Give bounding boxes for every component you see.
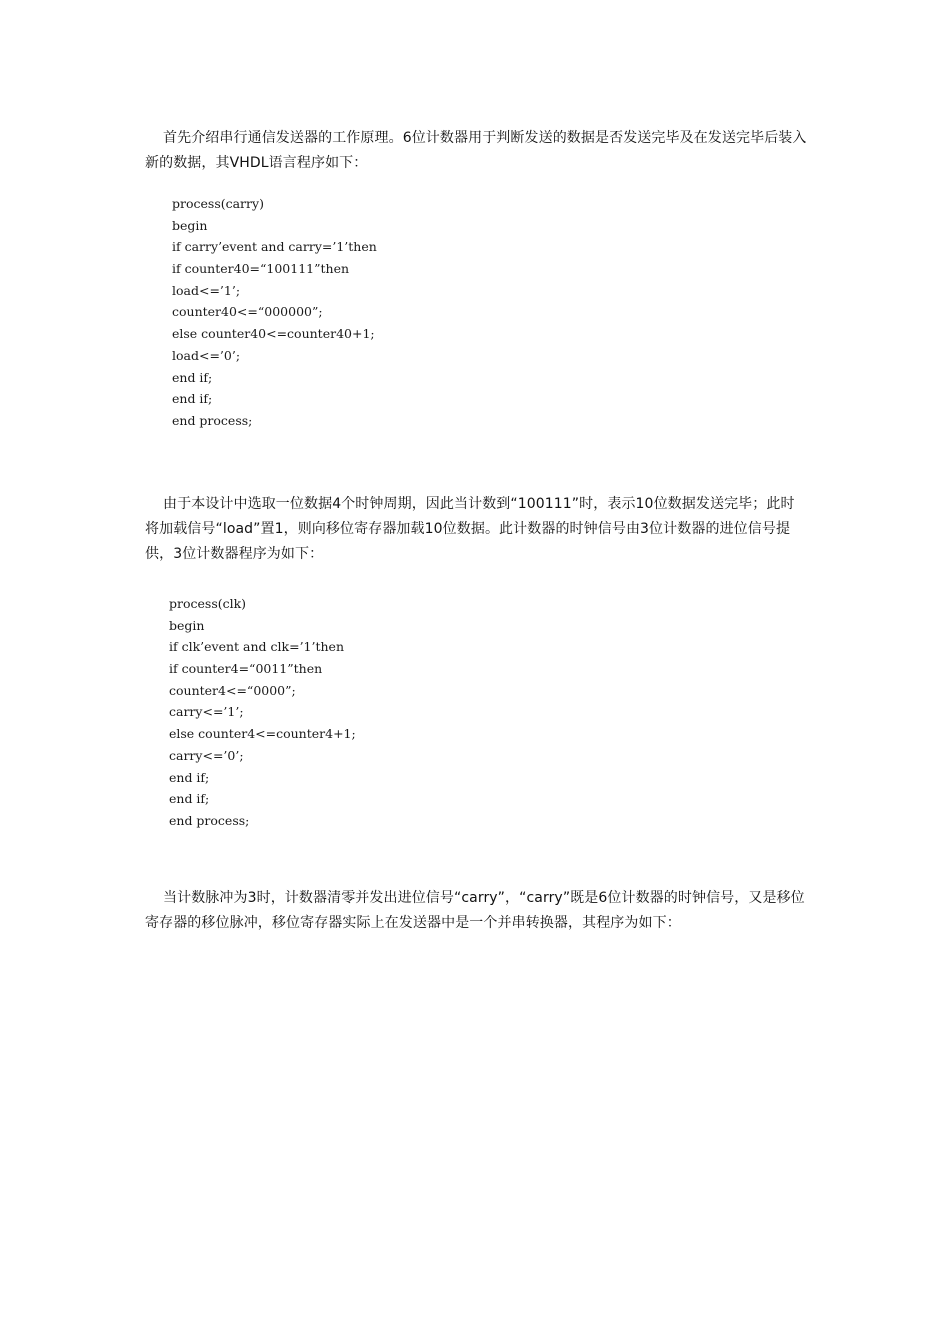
intro-paragraph: 首先介绍串行通信发送器的工作原理。6位计数器用于判断发送的数据是否发送完毕及在发送完毕后装入新的数据，其VHDL语言程序如下： [145, 130, 807, 171]
code-line: else counter4<=counter4+1; [169, 726, 356, 742]
code-line: carry<=’0’; [169, 747, 244, 763]
explanation-paragraph: 由于本设计中选取一位数据4个时钟周期，因此当计数到“100111”时，表示10位数据发送完毕；此时将加载信号“load”置1，则向移位寄存器加载10位数据。此计数器的时钟信号由3位计数器的进位信号提供，3位计数器程序为如下： [145, 496, 795, 562]
code-block-6bit-counter [172, 193, 377, 432]
code-line: end if; [172, 391, 213, 407]
code-line: end process; [169, 812, 250, 828]
code-line: if counter40=“100111”then [172, 261, 350, 277]
code-line: counter4<=“0000”; [169, 682, 296, 698]
code-line: end if; [169, 791, 210, 807]
shift-register-paragraph: 当计数脉冲为3时，计数器清零并发出进位信号“carry”，“carry”既是6位计数器的时钟信号，又是移位寄存器的移位脉冲，移位寄存器实际上在发送器中是一个并串转换器，其程序为如下： [145, 890, 805, 931]
code-line: end if; [172, 369, 213, 385]
code-line: load<=’0’; [172, 347, 241, 363]
code-line: end process; [172, 412, 253, 428]
code-line: carry<=’1’; [169, 704, 244, 720]
code-line: end if; [169, 769, 210, 785]
code-line: else counter40<=counter40+1; [172, 326, 375, 342]
code-line: begin [169, 617, 205, 633]
code-line: if carry’event and carry=’1’then [172, 239, 377, 255]
code-line: load<=’1’; [172, 282, 241, 298]
code-line: if counter4=“0011”then [169, 661, 323, 677]
code-line: begin [172, 217, 208, 233]
code-line: process(carry) [172, 196, 264, 211]
code-line: counter40<=“000000”; [172, 304, 323, 320]
code-line: if clk’event and clk=’1’then [169, 639, 344, 655]
code-block-3bit-counter [169, 593, 356, 832]
code-line: process(clk) [169, 596, 247, 611]
